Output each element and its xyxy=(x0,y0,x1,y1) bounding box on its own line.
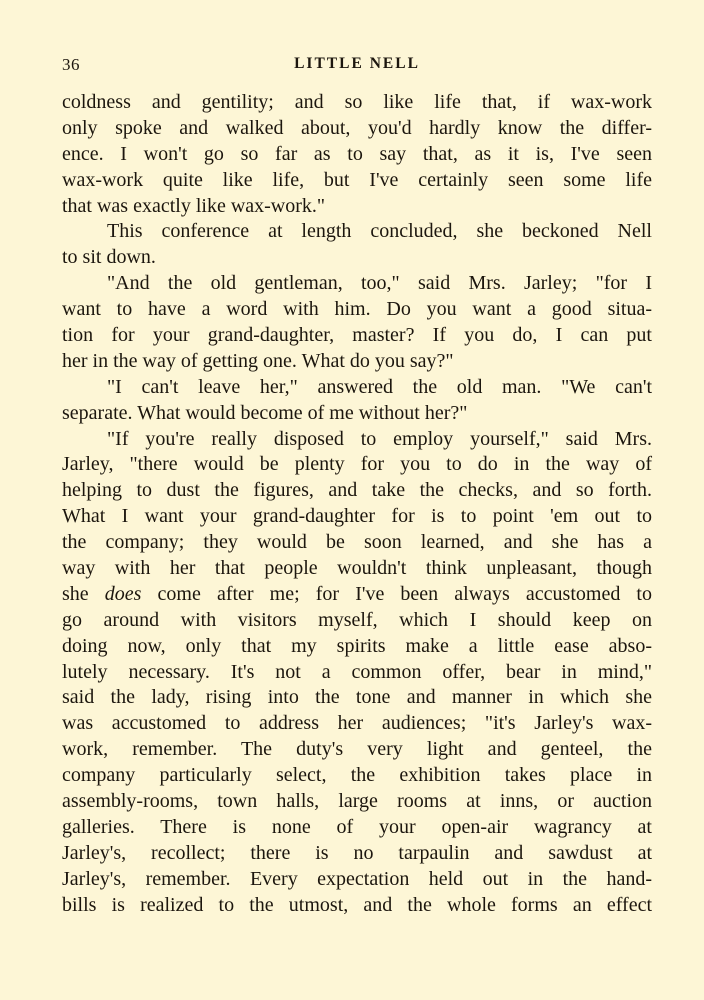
text-line: that was exactly like wax-work." xyxy=(62,194,326,217)
text-line: "I can't leave her," answered the old man. "We can't xyxy=(107,375,652,398)
text-line: her in the way of getting one. What do you say?" xyxy=(62,349,454,372)
text-line: to sit down. xyxy=(62,246,156,269)
text-line: said the lady, rising into the tone and manner in which she xyxy=(62,686,652,709)
text-line-end: come after me; for I've been always accustomed to xyxy=(141,582,652,605)
text-line: Jarley, "there would be plenty for you to do in the way of xyxy=(62,453,652,476)
running-title: LITTLE NELL xyxy=(294,55,420,72)
text-line: This conference at length concluded, she beckoned Nell xyxy=(107,220,652,243)
text-line: galleries. There is none of your open-air wagrancy at xyxy=(62,815,652,838)
text-line: tion for your grand-daughter, master? If you do, I can put xyxy=(62,324,652,347)
text-line: lutely necessary. It's not a common offer, bear in mind," xyxy=(62,660,652,683)
text-line: was accustomed to address her audiences; "it's Jarley's wax- xyxy=(62,712,652,735)
italic-emphasis: does xyxy=(104,582,142,605)
text-line: wax-work quite like life, but I've certainly seen some life xyxy=(62,168,652,191)
text-line: coldness and gentility; and so like life that, if wax-work xyxy=(62,91,652,113)
text-line: the company; they would be soon learned, and she has a xyxy=(62,531,652,554)
text-line-start: she xyxy=(62,582,105,605)
text-line: "If you're really disposed to employ yourself," said Mrs. xyxy=(107,427,652,450)
text-line: "And the old gentleman, too," said Mrs. Jarley; "for I xyxy=(107,272,652,295)
text-line: bills is realized to the utmost, and the whole forms an effect xyxy=(62,893,652,916)
text-line: separate. What would become of me without her?" xyxy=(62,401,468,424)
text-line xyxy=(62,582,652,608)
text-line: go around with visitors myself, which I should keep on xyxy=(62,608,652,631)
text-line: company particularly select, the exhibition takes place in xyxy=(62,764,652,787)
text-line: assembly-rooms, town halls, large rooms at inns, or auction xyxy=(62,790,652,813)
text-line: What I want your grand-daughter for is to point 'em out to xyxy=(62,505,652,528)
text-line: doing now, only that my spirits make a little ease abso- xyxy=(62,634,652,657)
text-line: Jarley's, remember. Every expectation held out in the hand- xyxy=(62,867,652,890)
body-text xyxy=(62,90,652,919)
text-line: want to have a word with him. Do you want a good situa- xyxy=(62,298,652,321)
text-line: helping to dust the figures, and take the checks, and so forth. xyxy=(62,479,652,502)
text-line: Jarley's, recollect; there is no tarpaulin and sawdust at xyxy=(62,841,652,864)
text-line: ence. I won't go so far as to say that, as it is, I've seen xyxy=(62,142,652,165)
text-line: way with her that people wouldn't think unpleasant, though xyxy=(62,557,652,580)
text-line: work, remember. The duty's very light and genteel, the xyxy=(62,738,652,761)
running-head xyxy=(62,55,652,79)
text-line: only spoke and walked about, you'd hardly know the differ- xyxy=(62,116,652,139)
page-number: 36 xyxy=(62,55,80,74)
